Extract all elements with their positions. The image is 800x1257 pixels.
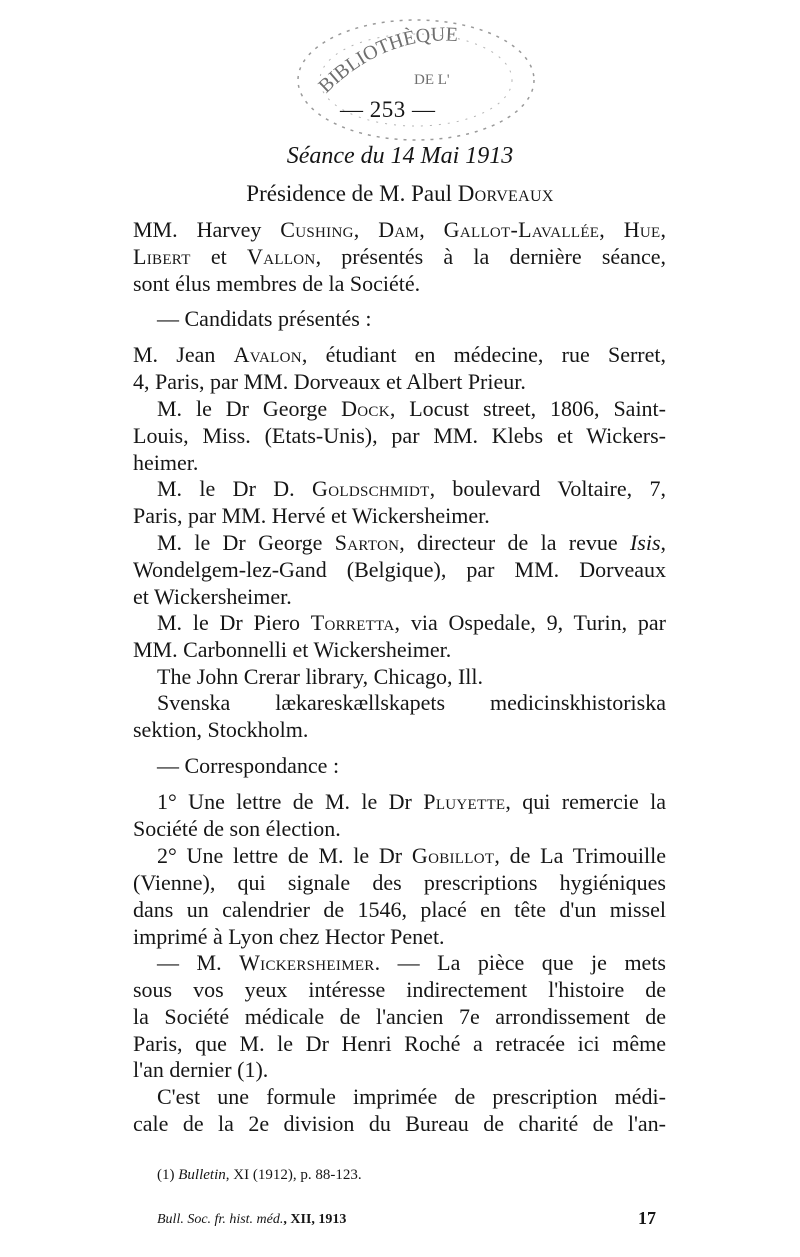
person-name: Cushing bbox=[280, 217, 354, 242]
text-line: dans un calendrier de 1546, placé en tête d'un missel bbox=[133, 897, 666, 922]
footnote-text: , XI (1912), p. 88-123. bbox=[225, 1167, 362, 1183]
text-line bbox=[157, 530, 666, 556]
text-span: , bbox=[660, 217, 667, 242]
text-line: sont élus membres de la Société. bbox=[133, 271, 421, 296]
session-title: Séance du 14 Mai 1913 bbox=[286, 143, 514, 169]
text-span: , Locust street, 1806, Saint- bbox=[389, 396, 666, 421]
person-name: Wickersheimer bbox=[239, 950, 375, 975]
text-line: Paris, par MM. Hervé et Wickersheimer. bbox=[133, 503, 490, 528]
footnote bbox=[157, 1167, 362, 1184]
person-name: Goldschmidt bbox=[312, 476, 430, 501]
text-span: M. Jean bbox=[133, 342, 234, 367]
text-span: , bbox=[419, 217, 444, 242]
text-line bbox=[157, 950, 666, 976]
text-span: , boulevard Voltaire, 7, bbox=[429, 476, 666, 501]
footer-journal: Bull. Soc. fr. hist. méd. bbox=[157, 1212, 284, 1227]
text-span: M. le Dr D. bbox=[157, 476, 313, 501]
person-name: Avalon bbox=[233, 342, 302, 367]
section-heading-correspondance: — Correspondance : bbox=[157, 753, 340, 778]
text-line: imprimé à Lyon chez Hector Penet. bbox=[133, 924, 445, 949]
text-span: , directeur de la revue bbox=[399, 530, 630, 555]
text-line: 4, Paris, par MM. Dorveaux et Albert Prieur. bbox=[133, 369, 526, 394]
person-name: Dock bbox=[341, 396, 390, 421]
text-line: cale de la 2e division du Bureau de charité de l'an- bbox=[133, 1111, 666, 1136]
text-line: sous vos yeux intéresse indirectement l'histoire de bbox=[133, 977, 666, 1002]
text-line: sektion, Stockholm. bbox=[133, 717, 309, 742]
text-span: 2° Une lettre de M. le Dr bbox=[157, 843, 412, 868]
president-name: Dorveaux bbox=[457, 181, 554, 206]
footnote-journal: Bulletin bbox=[178, 1167, 226, 1183]
text-line: Société de son élection. bbox=[133, 816, 341, 841]
person-name: Gobillot bbox=[411, 843, 495, 868]
text-line: Louis, Miss. (Etats-Unis), par MM. Klebs et Wickers- bbox=[133, 423, 666, 448]
text-span: M. le Dr George bbox=[157, 396, 342, 421]
text-line: The John Crerar library, Chicago, Ill. bbox=[157, 664, 484, 689]
stamp-ring-text: BIBLIOTHÈQUE bbox=[314, 23, 459, 98]
person-name: Hue bbox=[623, 217, 661, 242]
text-line: MM. Carbonnelli et Wickersheimer. bbox=[133, 637, 452, 662]
person-name: Dam bbox=[378, 217, 420, 242]
stamp-inner-text: DE L' bbox=[414, 72, 450, 88]
text-line: C'est une formule imprimée de prescription médi- bbox=[157, 1084, 666, 1109]
signature-folio: 17 bbox=[638, 1208, 656, 1228]
person-name: Sarton bbox=[334, 530, 400, 555]
library-stamp bbox=[296, 14, 542, 144]
person-name: Libert bbox=[133, 244, 191, 269]
person-name: Pluyette bbox=[423, 789, 506, 814]
text-span: , présentés à la dernière séance, bbox=[315, 244, 666, 269]
text-line: Paris, que M. le Dr Henri Roché a retracée ici même bbox=[133, 1031, 666, 1056]
text-span: — M. bbox=[157, 950, 240, 975]
library-stamp-graphic bbox=[296, 14, 542, 144]
text-line: (Vienne), qui signale des prescriptions hygiéniques bbox=[133, 870, 666, 895]
text-span: M. le Dr Piero bbox=[157, 610, 311, 635]
text-line bbox=[157, 396, 666, 422]
text-span: , étudiant en médecine, rue Serret, bbox=[301, 342, 666, 367]
text-span: et bbox=[190, 244, 248, 269]
text-line: et Wickersheimer. bbox=[133, 584, 292, 609]
footnote-number: (1) bbox=[157, 1167, 179, 1183]
text-span: M. le Dr George bbox=[157, 530, 335, 555]
text-line bbox=[157, 476, 666, 502]
text-span: , bbox=[353, 217, 379, 242]
text-span: , qui remercie la bbox=[505, 789, 666, 814]
text-line bbox=[157, 610, 666, 636]
person-name: Gallot-Lavallée bbox=[443, 217, 600, 242]
text-span: MM. Harvey bbox=[133, 217, 281, 242]
text-line bbox=[133, 217, 666, 243]
text-span: , bbox=[599, 217, 624, 242]
text-line: l'an dernier (1). bbox=[133, 1057, 269, 1082]
text-span: , de La Trimouille bbox=[494, 843, 667, 868]
footer-volume: , XII, 1913 bbox=[283, 1212, 347, 1227]
text-span: , bbox=[660, 530, 666, 555]
text-span: . — La pièce que je mets bbox=[374, 950, 666, 975]
text-line bbox=[157, 789, 666, 815]
presidence-prefix: Présidence de M. Paul bbox=[246, 181, 458, 206]
presidence-line bbox=[0, 181, 800, 207]
text-line: la Société médicale de l'ancien 7e arrondissement de bbox=[133, 1004, 666, 1029]
person-name: Vallon bbox=[247, 244, 316, 269]
page-number: — 253 — bbox=[340, 97, 436, 122]
text-line: heimer. bbox=[133, 450, 199, 475]
section-heading-candidats: — Candidats présentés : bbox=[157, 306, 372, 331]
text-line bbox=[133, 244, 666, 270]
text-line bbox=[157, 843, 666, 869]
text-line bbox=[133, 342, 666, 368]
text-line: Wondelgem-lez-Gand (Belgique), par MM. Dorveaux bbox=[133, 557, 666, 582]
text-span: , via Ospedale, 9, Turin, par bbox=[394, 610, 666, 635]
journal-title: Isis bbox=[629, 530, 661, 555]
journal-footer bbox=[157, 1212, 346, 1228]
text-span: 1° Une lettre de M. le Dr bbox=[157, 789, 424, 814]
text-line: Svenska lækareskællskapets medicinskhistoriska bbox=[157, 690, 666, 715]
person-name: Torretta bbox=[310, 610, 395, 635]
